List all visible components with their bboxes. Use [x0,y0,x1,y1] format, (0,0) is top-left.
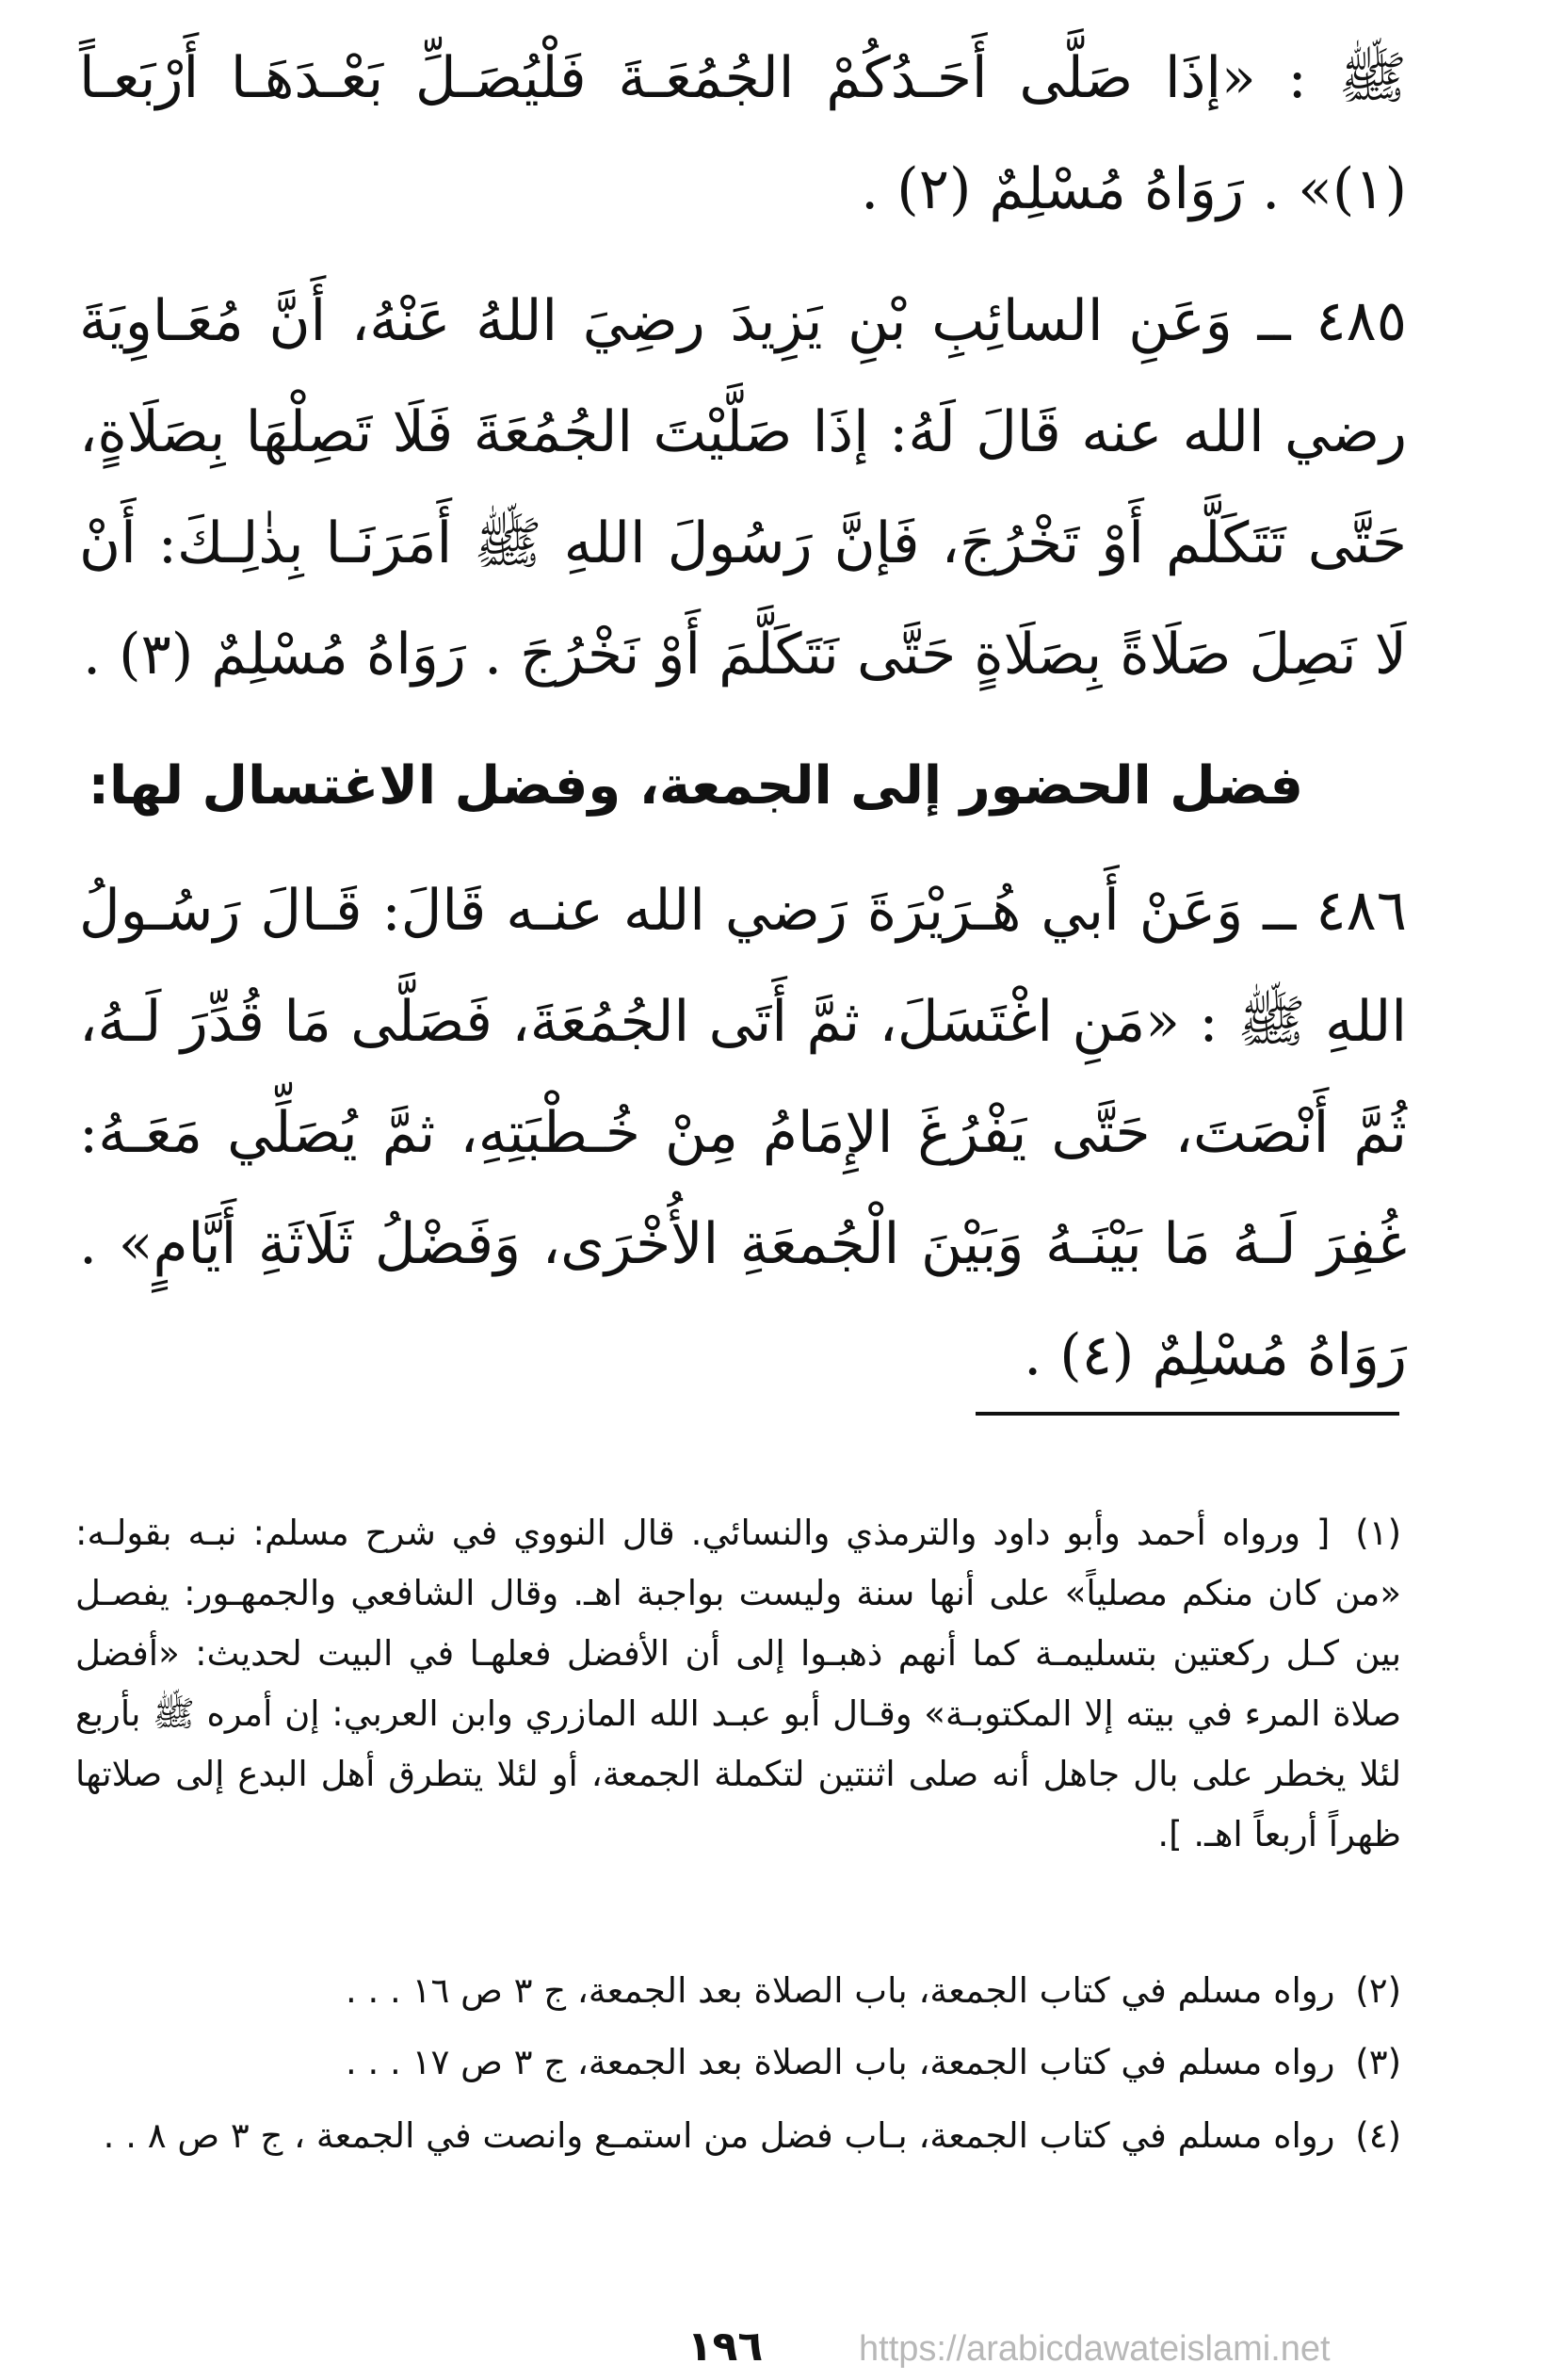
footnote-4 [75,2106,1401,2166]
footnote-4-text: رواه مسلم في كتاب الجمعة، بـاب فضل من استمـع وانصت في الجمعة ، ج ٣ ص ٨ . . [103,2115,1335,2156]
hadith-486-paragraph: ٤٨٦ ــ وَعَنْ أَبي هُـرَيْرَةَ رَضي الله عنـه قَالَ: قَـالَ رَسُـولُ اللهِ ﷺ : «مَنِ اغْتَسَلَ، ثمَّ أَتَى الجُمُعَةَ، فَصَلَّى مَا قُدِّرَ لَـهُ، ثُمَّ أَنْصَتَ، حَتَّى يَفْرُغَ الإِمَامُ مِنْ خُـطْبَتِهِ، ثمَّ يُصَلِّي مَعَـهُ: غُفِرَ لَـهُ مَا بَيْنَـهُ وَبَيْنَ الْجُمعَةِ الأُخْرَى، وَفَضْلُ ثَلَاثَةِ أَيَّامٍ» . رَوَاهُ مُسْلِمٌ (٤) . [79,878,1407,1388]
footnote-3-number: (٣) [1355,2042,1401,2082]
section-heading: فضل الحضور إلى الجمعة، وفضل الاغتسال لها: [88,755,1303,817]
footnote-separator-rule [976,1412,1399,1416]
hadith-485-paragraph: ٤٨٥ ــ وَعَنِ السائِبِ بْنِ يَزِيدَ رضِيَ اللهُ عَنْهُ، أَنَّ مُعَـاوِيَةَ رضي الله عنه قَالَ لَهُ: إذَا صَلَّيْتَ الجُمُعَةَ فَلَا تَصِلْهَا بِصَلَاةٍ، حَتَّى تَتَكَلَّم أَوْ تَخْرُجَ، فَإنَّ رَسُولَ اللهِ ﷺ أَمَرَنَـا بِذٰلِـكَ: أَنْ لَا نَصِلَ صَلَاةً بِصَلَاةٍ حَتَّى نَتَكَلَّمَ أَوْ نَخْرُجَ . رَوَاهُ مُسْلِمٌ (٣) . [79,288,1407,688]
footnote-3-text: رواه مسلم في كتاب الجمعة، باب الصلاة بعد الجمعة، ج ٣ ص ١٧ . . . [346,2042,1335,2082]
footnote-4-number: (٤) [1355,2115,1401,2156]
footnote-1 [75,1503,1401,1865]
footnote-3 [75,2032,1401,2093]
hadith-intro-paragraph: ﷺ : «إذَا صَلَّى أَحَـدُكُمْ الجُمُعَـةَ فَلْيُصَـلِّ بَعْـدَهَـا أَرْبَعـاً (١)» . رَوَاهُ مُسْلِمٌ (٢) . [79,45,1407,222]
footnote-2-number: (٢) [1355,1970,1401,2011]
footnote-1-number: (١) [1355,1513,1402,1553]
footnote-1-text: [ ورواه أحمد وأبو داود والترمذي والنسائي. قال النووي في شرح مسلم: نبـه بقولـه: «من كان منكم مصلياً» على أنها سنة وليست بواجبة اهـ. وقال الشافعي والجمهـور: يفصـل بين كـل ركعتين بتسليمـة كما أنهم ذهبـوا إلى أن الأفضل فعلهـا في البيت لحديث: «أفضل صلاة المرء في بيته إلا المكتوبـة» وقـال أبو عبـد الله المازري وابن العربي: إن أمره ﷺ بأربع لئلا يخطر على بال جاهل أنه صلى اثنتين لتكملة الجمعة، أو لئلا يتطرق أهل البدع إلى صلاتها ظهراً أربعاً اهـ. ]. [75,1513,1401,1854]
footnote-2-text: رواه مسلم في كتاب الجمعة، باب الصلاة بعد الجمعة، ج ٣ ص ١٦ . . . [346,1970,1335,2011]
footnote-2 [75,1961,1401,2021]
watermark-url: https://arabicdawateislami.net [859,2329,1331,2369]
page-number: ١٩٦ [686,2323,764,2371]
